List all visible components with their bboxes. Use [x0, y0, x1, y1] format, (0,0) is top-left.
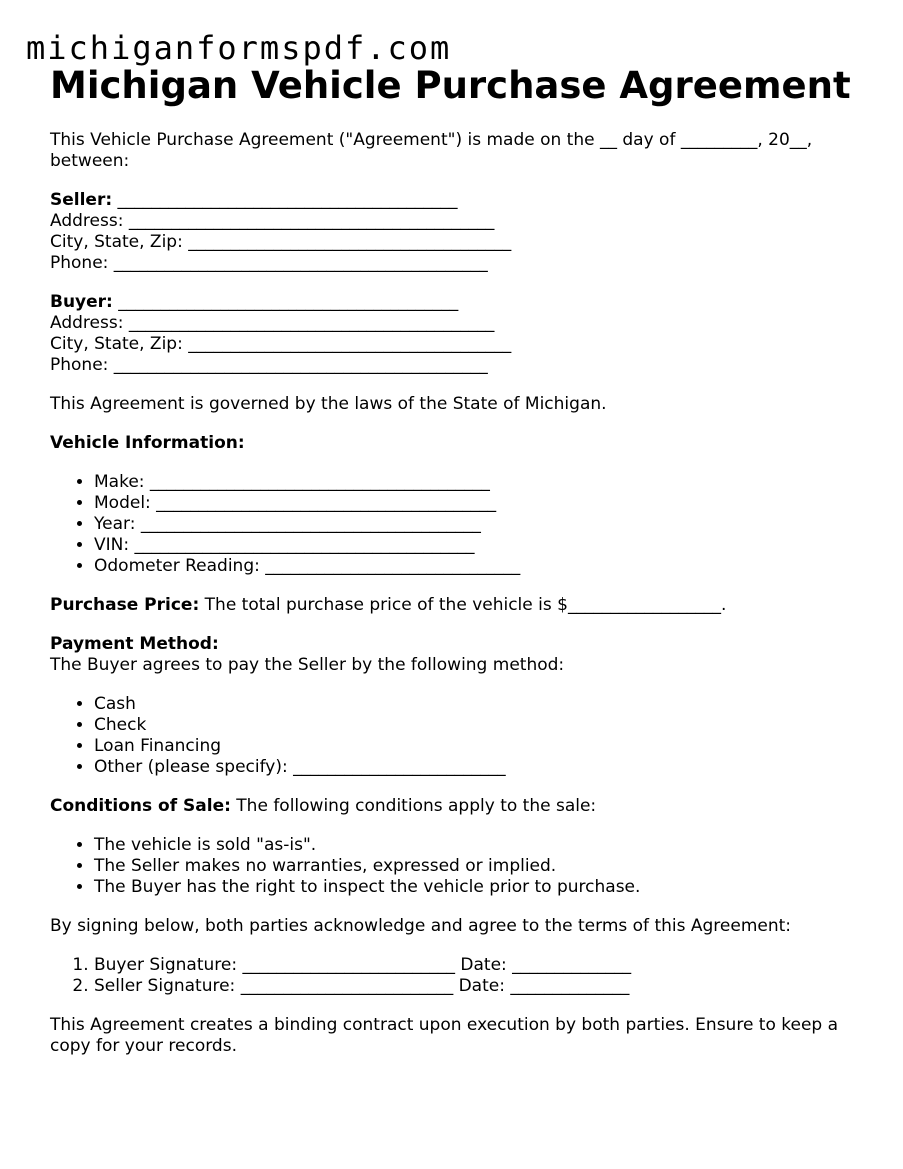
seller-phone-field[interactable]: Phone: ____________________________________________	[50, 253, 488, 273]
payment-text: The Buyer agrees to pay the Seller by the following method:	[50, 655, 565, 675]
document-body	[50, 130, 860, 1075]
conditions-intro	[50, 796, 860, 817]
seller-section	[50, 190, 860, 274]
vehicle-vin-field[interactable]: • VIN: ________________________________________	[94, 535, 860, 556]
seller-name-field[interactable]: ________________________________________	[112, 190, 458, 210]
watermark: michiganformspdf.com	[26, 29, 452, 67]
buyer-signature-field[interactable]: 1. Buyer Signature: _________________________ Date: ______________	[94, 955, 860, 976]
condition-item: • The Seller makes no warranties, expressed or implied.	[94, 856, 860, 877]
seller-address-field[interactable]: Address: ___________________________________________	[50, 211, 495, 231]
vehicle-heading: Vehicle Information:	[50, 433, 245, 453]
buyer-address-field[interactable]: Address: ___________________________________________	[50, 313, 495, 333]
signature-list	[50, 955, 860, 997]
document-title: Michigan Vehicle Purchase Agreement	[50, 64, 851, 107]
condition-item: • The Buyer has the right to inspect the vehicle prior to purchase.	[94, 877, 860, 898]
vehicle-list	[50, 472, 860, 577]
vehicle-year-field[interactable]: • Year: ________________________________________	[94, 514, 860, 535]
payment-section	[50, 634, 860, 676]
seller-signature-field[interactable]: 2. Seller Signature: _________________________ Date: ______________	[94, 976, 860, 997]
payment-option-other-field[interactable]: • Other (please specify): _________________________	[94, 757, 860, 778]
signing-intro: By signing below, both parties acknowledge and agree to the terms of this Agreement:	[50, 916, 792, 936]
purchase-price-field[interactable]: The total purchase price of the vehicle is $__________________.	[199, 595, 727, 615]
seller-city-field[interactable]: City, State, Zip: ______________________________________	[50, 232, 512, 252]
payment-option-cash: • Cash	[94, 694, 860, 715]
payment-option-loan: • Loan Financing	[94, 736, 860, 757]
governing-law: This Agreement is governed by the laws of the State of Michigan.	[50, 394, 607, 414]
buyer-label: Buyer:	[50, 292, 113, 312]
intro-paragraph: This Vehicle Purchase Agreement ("Agreement") is made on the __ day of _________, 20__, between:	[50, 130, 813, 171]
vehicle-odometer-field[interactable]: • Odometer Reading: ______________________________	[94, 556, 860, 577]
purchase-price	[50, 595, 860, 616]
conditions-label: Conditions of Sale:	[50, 796, 231, 816]
seller-label: Seller:	[50, 190, 113, 210]
buyer-section	[50, 292, 860, 376]
condition-item: • The vehicle is sold "as-is".	[94, 835, 860, 856]
vehicle-model-field[interactable]: • Model: ________________________________________	[94, 493, 860, 514]
buyer-phone-field[interactable]: Phone: ____________________________________________	[50, 355, 488, 375]
conditions-list	[50, 835, 860, 898]
conditions-text: The following conditions apply to the sale:	[230, 796, 597, 816]
purchase-price-label: Purchase Price:	[50, 595, 200, 615]
buyer-name-field[interactable]: ________________________________________	[112, 292, 459, 312]
vehicle-make-field[interactable]: • Make: ________________________________________	[94, 472, 860, 493]
buyer-city-field[interactable]: City, State, Zip: ______________________________________	[50, 334, 512, 354]
closing-paragraph: This Agreement creates a binding contract upon execution by both parties. Ensure to keep a copy for your records.	[50, 1015, 839, 1056]
payment-option-check: • Check	[94, 715, 860, 736]
payment-heading: Payment Method:	[50, 634, 219, 654]
payment-list	[50, 694, 860, 778]
